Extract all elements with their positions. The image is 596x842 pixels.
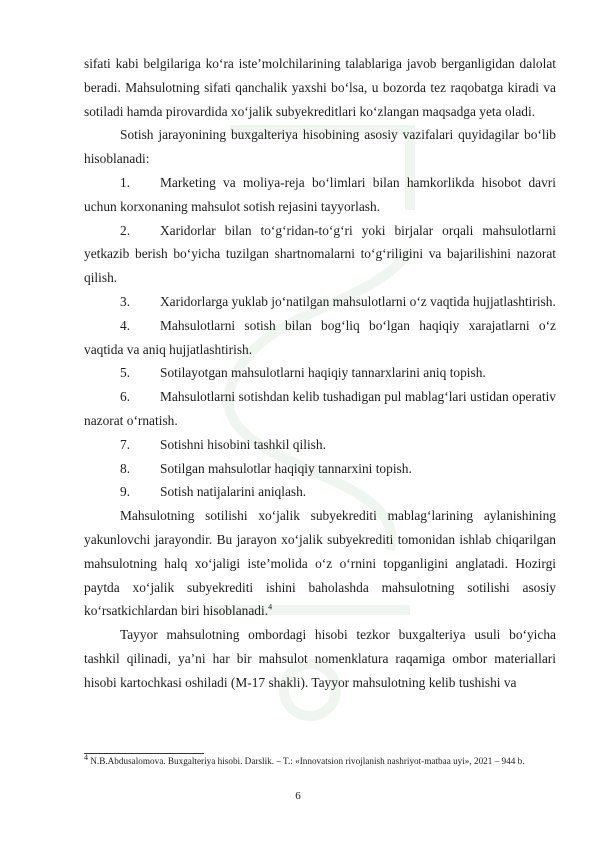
list-number: 1. [120, 174, 131, 190]
list-item [84, 290, 556, 314]
list-number: 2. [120, 222, 131, 238]
list-text: Sotish natijalarini aniqlash. [160, 484, 307, 500]
list-number: 8. [120, 460, 131, 476]
list-item [84, 457, 556, 481]
paragraph-text: Mahsulotning sotilishi xo‘jalik subyekrediti mablag‘larining aylanishining yakunlovchi jarayondir. Bu jarayon xo‘jalik subyekrediti tomonidan ishlab chiqarilgan mahsulotning halq xo‘jaligi iste’molida o‘z o‘rnini topganligini anglatadi. Hozirgi paytda xo‘jalik subyekrediti ishini baholashda mahsulotning sotilishi asosiy ko‘rsatkichlardan biri hisoblanadi. [84, 508, 556, 619]
main-text [84, 52, 556, 695]
list-text: Marketing va moliya-reja bo‘limlari bilan hamkorlikda hisobot davri uchun korxonaning mahsulot sotish rejasini tayyorlash. [84, 174, 556, 214]
footnote [84, 752, 556, 767]
list-number: 6. [120, 389, 131, 405]
list-item [84, 433, 556, 457]
list-number: 9. [120, 484, 131, 500]
footnote-text: N.B.Abdusalomova. Buxgalteriya hisobi. Darslik. – T.: «Innovatsion rivojlanish nashriyot-matbaa uyi», 2021 – 944 b. [90, 756, 525, 766]
paragraph [84, 504, 556, 623]
list-number: 4. [120, 317, 131, 333]
list-item [84, 385, 556, 433]
footnote-divider [84, 753, 204, 754]
list-text: Sotilayotgan mahsulotlarni haqiqiy tannarxlarini aniq topish. [160, 365, 486, 381]
list-item [84, 314, 556, 362]
page-number: 6 [295, 790, 301, 802]
list-number: 3. [120, 293, 131, 309]
list-item [84, 171, 556, 219]
paragraph: Tayyor mahsulotning ombordagi hisobi tezkor buxgalteriya usuli bo‘yicha tashkil qilinadi, ya’ni har bir mahsulot nomenklatura raqamiga ombor materiallari hisobi kartochkasi oshiladi (M-17 shakli). Tayyor mahsulotning kelib tushishi va [84, 627, 556, 690]
list-text: Sotilgan mahsulotlar haqiqiy tannarxini topish. [160, 460, 412, 476]
list-text: Xaridorlarga yuklab jo‘natilgan mahsulotlarni o‘z vaqtida hujjatlashtirish. [160, 293, 556, 309]
list-text: Mahsulotlarni sotish bilan bog‘liq bo‘lgan haqiqiy xarajatlarni o‘z vaqtida va aniq hujjatlashtirish. [84, 317, 556, 357]
list-item [84, 480, 556, 504]
list-text: Sotishni hisobini tashkil qilish. [160, 436, 326, 452]
list-item [84, 361, 556, 385]
list-text: Mahsulotlarni sotishdan kelib tushadigan pul mablag‘lari ustidan operativ nazorat o‘rnatish. [84, 389, 556, 428]
paragraph: sifati kabi belgilariga ko‘ra iste’molchilarining talablariga javob berganligidan dalolat beradi. Mahsulotning sifati qanchalik yaxshi bo‘lsa, u bozorda tez raqobatga kiradi va sotiladi hamda pirovardida xo‘jalik subyekreditlari ko‘zlangan maqsadga yeta oladi. [84, 56, 556, 119]
list-number: 5. [120, 365, 131, 381]
list-text: Xaridorlar bilan to‘g‘ridan-to‘g‘ri yoki birjalar orqali mahsulotlarni yetkazib berish bo‘yicha tuzilgan shartnomalarni to‘g‘riligini va bajarilishini nazorat qilish. [84, 222, 556, 286]
list-number: 7. [120, 436, 131, 452]
paragraph: Sotish jarayonining buxgalteriya hisobining asosiy vazifalari quyidagilar bo‘lib hisoblanadi: [84, 127, 556, 167]
footnote-mark: 4 [84, 752, 88, 762]
list-item [84, 219, 556, 290]
footnote-reference[interactable]: 4 [268, 602, 273, 612]
